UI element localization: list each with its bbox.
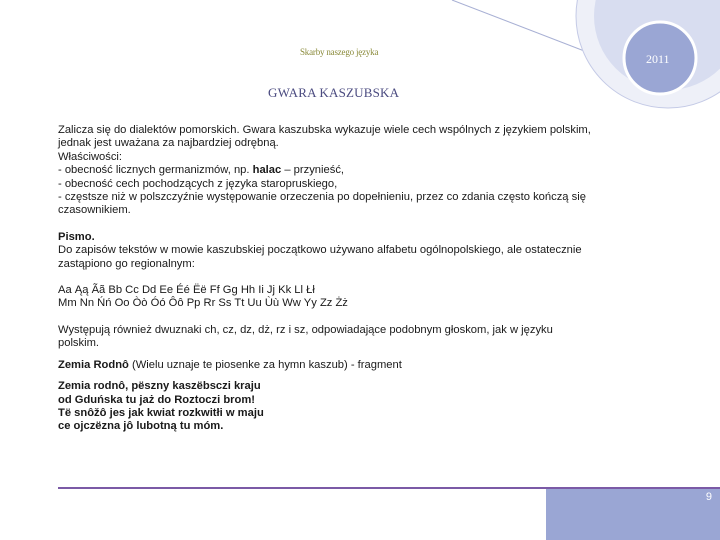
digraphs-line: polskim. [58,337,100,350]
presentation-title: Skarby naszego języka [300,47,379,57]
page-number: 9 [705,491,712,503]
anthem-verse: od Gduńska tu jaż do Roztoczi brom! [58,393,256,406]
writing-heading: Pismo. [58,230,95,243]
section-heading: GWARA KASZUBSKA [268,85,400,100]
feature-item: - częstsze niż w polszczyźnie występowanie orzeczenia po dopełnieniu, przez co zdania często kończą się [58,191,586,204]
alphabet-line: Mm Nn Ńń Oo Òò Óó Ôô Pp Rr Ss Tt Uu Ùù Ww Yy Zz Żż [58,297,348,310]
example-word: halac [252,164,282,177]
anthem-verse: Zemia rodnô, pëszny kaszëbsczi kraju [58,380,261,393]
writing-line: zastąpiono go regionalnym: [58,257,195,270]
anthem-title: Zemia Rodnô [58,358,129,371]
feature-item: - obecność licznych germanizmów, np. halac – przynieść, [58,164,345,177]
feature-item-continued: czasownikiem. [58,204,131,217]
writing-line: Do zapisów tekstów w mowie kaszubskiej początkowo używano alfabetu ogólnopolskiego, ale ostatecznie [58,244,582,257]
slide-content [58,124,658,434]
anthem-verse: ce ojczëzna jô lubotną tu móm. [58,420,224,433]
alphabet-line: Aa Ąą Ãã Bb Cc Dd Ee Éé Ëë Ff Gg Hh Ii Jj Kk Ll Łł [58,284,315,297]
year-label: 2011 [646,52,670,66]
intro-line: Zalicza się do dialektów pomorskich. Gwara kaszubska wykazuje wiele cech wspólnych z językiem polskim, [58,124,591,136]
footer-bar [546,489,720,540]
anthem-caption: Zemia Rodnô (Wielu uznaje te piosenke za hymn kaszub) - fragment [58,358,402,371]
anthem-verse: Të snôžô jes jak kwiat rozkwitłi w maju [58,406,264,419]
intro-line: jednak jest uważana za najbardziej odrębną. [58,137,279,150]
digraphs-line: Występują również dwuznaki ch, cz, dz, dż, rz i sz, odpowiadające podobnym głoskom, jak w języku [58,323,553,336]
features-label: Właściwości: [58,150,123,163]
feature-item: - obecność cech pochodzących z języka staropruskiego, [58,177,338,190]
